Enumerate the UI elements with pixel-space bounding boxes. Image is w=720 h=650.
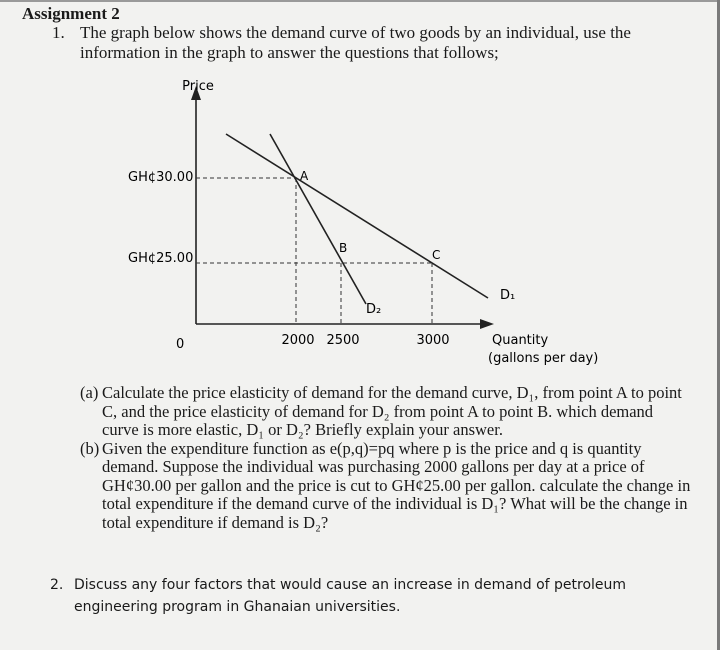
price-axis-label: Price (182, 79, 214, 94)
quantity-axis-arrow (480, 319, 494, 329)
origin-label: 0 (176, 337, 185, 352)
demand-curve-d1 (226, 134, 488, 298)
part-a (80, 384, 692, 440)
quantity-tick-2000: 2000 (281, 333, 315, 348)
quantity-axis-unit-label: (gallons per day) (488, 351, 599, 366)
price-tick-25: GH¢25.00 (128, 251, 194, 266)
part-a-text: Calculate the price elasticity of demand for the demand curve, D₁, from point A to point C, and the price elasticity of demand for D₂ from point A to point B. which demand curve is more elastic, D₁ or D₂? Briefly explain your answer. (102, 383, 682, 439)
quantity-tick-2500: 2500 (326, 333, 360, 348)
part-a-label: (a) (80, 383, 99, 402)
point-label-a: A (300, 169, 309, 183)
question-1-parts (80, 384, 692, 532)
question-2-text: Discuss any four factors that would cause an increase in demand of petroleum engineering program in Ghanaian universities. (74, 577, 627, 615)
price-tick-30: GH¢30.00 (128, 170, 194, 185)
part-b (80, 440, 692, 533)
part-b-label: (b) (80, 438, 100, 458)
quantity-axis-label: Quantity (492, 333, 549, 348)
question-1-number: 1. (52, 23, 65, 42)
question-1-text: The graph below shows the demand curve of two goods by an individual, use the information in the graph to answer the questions that follows; (80, 23, 631, 62)
part-b-text: Given the expenditure function as e(p,q)=pq where p is the price and q is quantity demand. Suppose the individual was purchasing 2000 gallons per day at a price of GH¢30.00 per gallon and the price is cut to GH¢25.00 per gallon. calculate the change in total expenditure if the demand curve of the individual is D₁? What will be the change in total expenditure if demand is D₂? (102, 438, 691, 532)
point-label-b: B (339, 241, 348, 255)
question-2-number: 2. (50, 577, 64, 593)
curve-label-d2: D₂ (366, 302, 382, 317)
demand-curve-d2 (270, 134, 366, 304)
curve-label-d1: D₁ (500, 288, 516, 303)
quantity-tick-3000: 3000 (416, 333, 450, 348)
question-2 (50, 574, 690, 618)
point-label-c: C (432, 248, 441, 262)
assignment-title: Assignment 2 (22, 4, 120, 23)
